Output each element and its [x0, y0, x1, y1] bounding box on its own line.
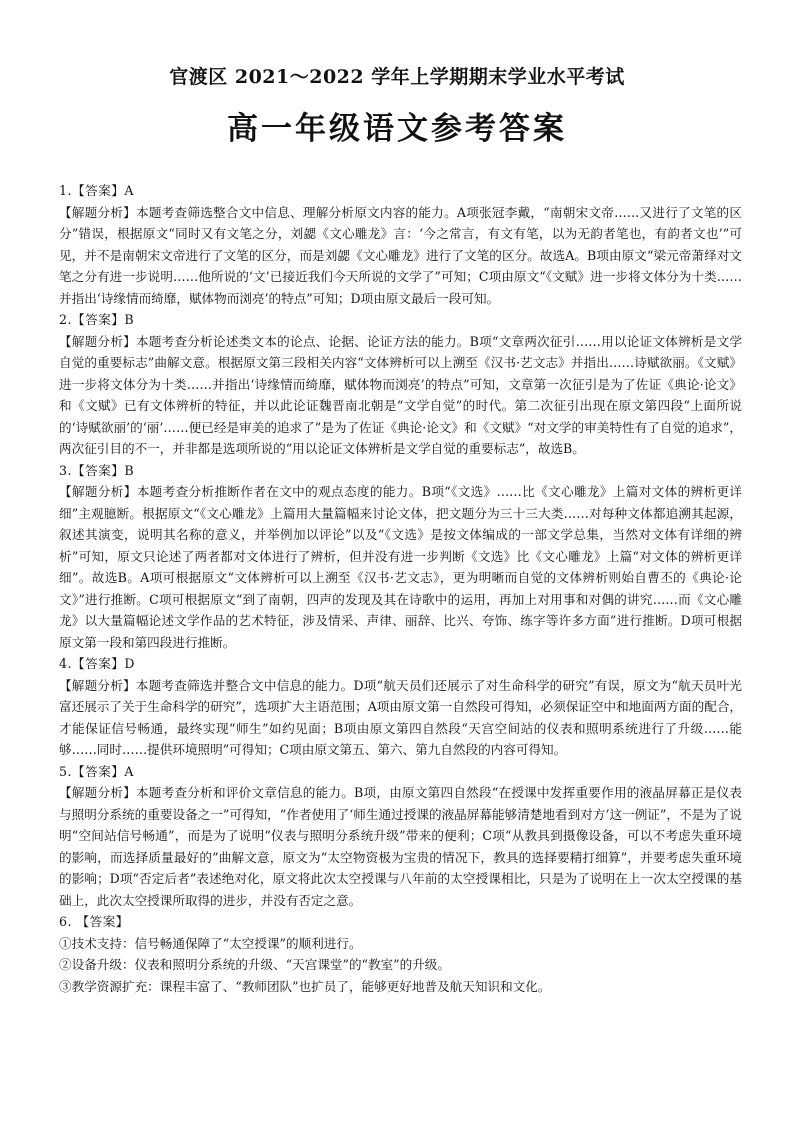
q2-analysis: 【解题分析】本题考查分析论述类文本的论点、论据、论证方法的能力。B项“文章两次征引……用以论证文体辨析是文学自觉的重要标志”曲解文意。根据原文第三段相关内容“文体辨析可以上溯至《汉书·艺文志》并指出……诗赋欲丽。《文赋》进一步将文体分为十类……并指出‘诗缘情而绮靡，赋体物而浏亮’的特点”可知，文章第一次征引是为了佐证《典论·论文》和《文赋》已有文体辨析的特征，并以此论证魏晋南北朝是“文学自觉”的时代。第二次征引出现在原文第四段“上面所说的‘诗赋欲丽’的‘丽’……便已经是审美的追求了”是为了佐证《典论·论文》和《文赋》“对文学的审美特性有了自觉的追求”，两次征引目的不一，并非都是选项所说的“用以论证文体辨析是文学自觉的重要标志”，故选B。 [59, 333, 742, 456]
q6-answer: 6. 【答案】 [59, 914, 129, 929]
q6-point-3: ③教学资源扩充：课程丰富了、“教师团队”也扩员了，能够更好地普及航天知识和文化。 [59, 978, 551, 994]
exam-title: 官渡区 2021～2022 学年上学期期末学业水平考试 [169, 66, 625, 88]
page-title: 高一年级语文参考答案 [227, 111, 567, 147]
q5-analysis: 【解题分析】本题考查分析和评价文章信息的能力。B项，由原文第四自然段“在授课中发挥重要作用的液晶屏幕正是仪表与照明分系统的重要设备之一”可得知，“作者使用了‘师生通过授课的液晶屏幕能够清楚地看到对方’这一例证”，不是为了说明“空间站信号畅通”，而是为了说明“仪表与照明分系统升级”带来的便利；C项“从教具到摄像设备，可以不考虑失重环境的影响，而选择质量最好的”曲解文意，原文为“太空物资极为宝贵的情况下，教具的选择要精打细算”，并要考虑失重环境的影响；D项“否定后者”表述绝对化，原文将此次太空授课与八年前的太空授课相比，只是为了说明在上一次太空授课的基础上，此次太空授课所取得的进步，并没有否定之意。 [59, 785, 742, 908]
q4-answer: 4.【答案】D [59, 656, 135, 671]
q1-analysis: 【解题分析】本题考查筛选整合文中信息、理解分析原文内容的能力。A项张冠李戴，“南朝宋文帝……又进行了文笔的区分”错误，根据原文“同时又有文笔之分，刘勰《文心雕龙》言：‘今之常言，有文有笔，以为无韵者笔也，有韵者文也’”可见，并不是南朝宋文帝进行了文笔的区分，而是刘勰《文心雕龙》进行了文笔的区分。故选A。B项由原文“梁元帝萧绎对文笔之分有进一步说明……他所说的‘文’已接近我们今天所说的文学了”可知；C项由原文“《文赋》进一步将文体分为十类……并指出‘诗缘情而绮靡，赋体物而浏亮’的特点”可知；D项由原文最后一段可知。 [59, 204, 742, 306]
q4-analysis: 【解题分析】本题考查筛选并整合文中信息的能力。D项“航天员们还展示了对生命科学的研究”有误，原文为“航天员叶光富还展示了关于生命科学的研究”，选项扩大主语范围；A项由原文第一自然段可得知，必须保证空中和地面两方面的配合，才能保证信号畅通，最终实现“师生”如约见面；B项由原文第四自然段“天宫空间站的仪表和照明系统进行了升级……能够……同时……提供环境照明”可得知；C项由原文第五、第六、第九自然段的内容可得知。 [59, 677, 743, 757]
q3-answer: 3.【答案】B [59, 462, 135, 478]
q2-answer: 2.【答案】B [59, 312, 135, 327]
answer-content [59, 180, 742, 997]
q5-answer: 5.【答案】A [59, 763, 134, 779]
q1-answer: 1.【答案】A [59, 183, 134, 198]
q6-point-1: ①技术支持：信号畅通保障了“太空授课”的顺利进行。 [59, 935, 362, 951]
q6-point-2: ②设备升级：仪表和照明分系统的升级、“天宫课堂”的“教室”的升级。 [59, 957, 450, 972]
q3-analysis: 【解题分析】本题考查分析推断作者在文中的观点态度的能力。B项“《文选》……比《文心雕龙》上篇对文体的辨析更详细”主观臆断。根据原文“《文心雕龙》上篇用大量篇幅来讨论文体，把文题分为三十三大类……对每种文体都追溯其起源，叙述其演变，说明其名称的意义，并举例加以评论”以及“《文选》是按文体编成的一部文学总集，当然对文体有详细的辨析”可知，原文只论述了两者都对文体进行了辨析，但并没有进一步判断《文选》比《文心雕龙》上篇“对文体的辨析更详细”。故选B。A项可根据原文“文体辨析可以上溯至《汉书·艺文志》，更为明晰而自觉的文体辨析则始自曹丕的《典论·论文》”进行推断。C项可根据原文“到了南朝，四声的发现及其在诗歌中的运用，再加上对用事和对偶的讲究……而《文心雕龙》以大量篇幅论述文学作品的艺术特征，涉及情采、声律、丽辞、比兴、夸饰、练字等许多方面”进行推断。D项可根据原文第一段和第四段进行推断。 [59, 484, 742, 650]
